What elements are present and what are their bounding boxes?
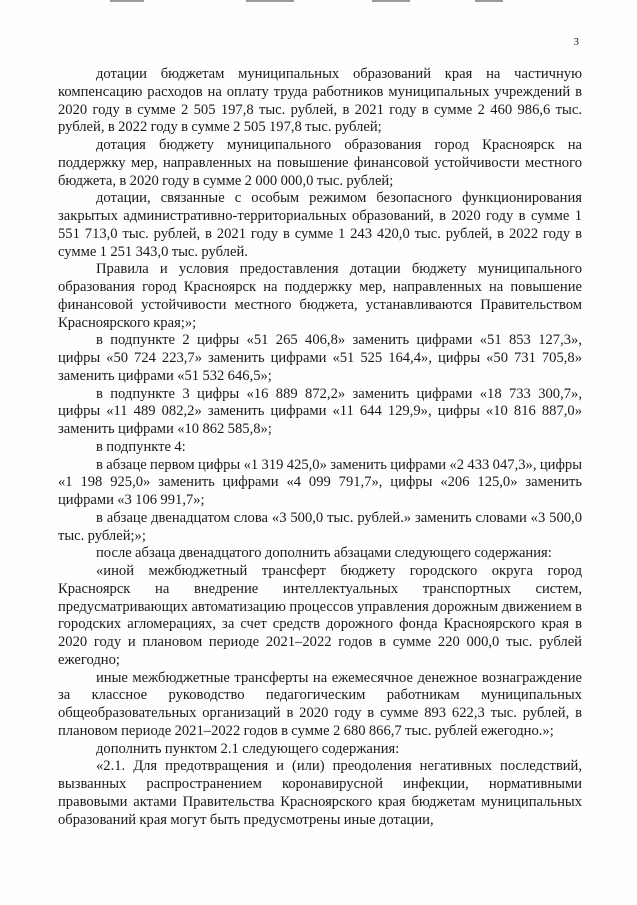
scan-mark xyxy=(475,0,503,2)
scan-mark xyxy=(110,0,144,2)
paragraph-add-point-2-1: дополнить пунктом 2.1 следующего содержания: xyxy=(96,740,400,757)
page-number: 3 xyxy=(573,36,579,48)
paragraph-point-2-1-text: «2.1. Для предотвращения и (или) преодоления негативных последствий, вызванных распространением коронавирусной инфекции, нормативными правовыми актами Правительства Красноярского края бюджетам муниципальных образований края могут быть предусмотрены иные дотации, xyxy=(58,758,582,828)
scan-edge-marks xyxy=(0,0,637,6)
paragraph-twelfth-abzats: в абзаце двенадцатом слова «3 500,0 тыс. рублей.» заменить словами «3 500,0 тыс. рублей;»; xyxy=(58,509,582,544)
paragraph-after-twelfth: после абзаца двенадцатого дополнить абзацами следующего содержания: xyxy=(96,545,552,562)
document-body xyxy=(58,66,582,829)
paragraph-class-teacher-transfers: иные межбюджетные трансферты на ежемесячное денежное вознаграждение за классное руководство педагогическим работникам муниципальных общеобразовательных организаций в 2020 году в сумме 893 622,3 тыс. рублей, в плановом периоде 2021–2022 годов в сумме 2 680 866,7 тыс. рублей ежегодно.»; xyxy=(58,669,582,739)
paragraph-transport-systems-transfer: «иной межбюджетный трансферт бюджету городского округа город Красноярск на внедрение интеллектуальных транспортных систем, предусматривающих автоматизацию процессов управления дорожным движением в городских агломерациях, за счет средств дорожного фонда Красноярского края в 2020 году и плановом периоде 2021–2022 годов в сумме 220 000,0 тыс. рублей ежегодно; xyxy=(58,563,582,668)
paragraph-krasnoyarsk-stability-subsidy: дотация бюджету муниципального образования город Красноярск на поддержку мер, направленных на повышение финансовой устойчивости местного бюджета, в 2020 году в сумме 2 000 000,0 тыс. рублей; xyxy=(58,137,582,189)
scan-mark xyxy=(372,0,410,2)
paragraph-rules-and-conditions: Правила и условия предоставления дотации бюджету муниципального образования город Красноярск на поддержку мер, направленных на повышение финансовой устойчивости местного бюджета, устанавливаются Правительством Красноярского края;»; xyxy=(58,261,582,331)
paragraph-subpoint-3: в подпункте 3 цифры «16 889 872,2» заменить цифрами «18 733 300,7», цифры «11 489 082,2» заменить цифрами «11 644 129,9», цифры «10 816 887,0» заменить цифрами «10 862 585,8»; xyxy=(58,385,582,437)
paragraph-first-abzats: в абзаце первом цифры «1 319 425,0» заменить цифрами «2 433 047,3», цифры «1 198 925,0» заменить цифрами «4 099 791,7», цифры «206 125,0» заменить цифрами «3 106 991,7»; xyxy=(58,456,582,508)
paragraph-zato-subsidies: дотации, связанные с особым режимом безопасного функционирования закрытых административно-территориальных образований, в 2020 году в сумме 1 551 713,0 тыс. рублей, в 2021 году в сумме 1 243 420,0 тыс. рублей, в 2022 году в сумме 1 251 343,0 тыс. рублей. xyxy=(58,190,582,260)
paragraph-subsidies-labor-costs: дотации бюджетам муниципальных образований края на частичную компенсацию расходов на оплату труда работников муниципальных учреждений в 2020 году в сумме 2 505 197,8 тыс. рублей, в 2021 году в сумме 2 460 986,6 тыс. рублей, в 2022 году в сумме 2 505 197,8 тыс. рублей; xyxy=(58,66,582,136)
scan-mark xyxy=(246,0,294,2)
paragraph-subpoint-2: в подпункте 2 цифры «51 265 406,8» заменить цифрами «51 853 127,3», цифры «50 724 223,7» заменить цифрами «51 525 164,4», цифры «50 731 705,8» заменить цифрами «51 532 646,5»; xyxy=(58,332,582,384)
paragraph-subpoint-4-heading: в подпункте 4: xyxy=(96,438,186,455)
